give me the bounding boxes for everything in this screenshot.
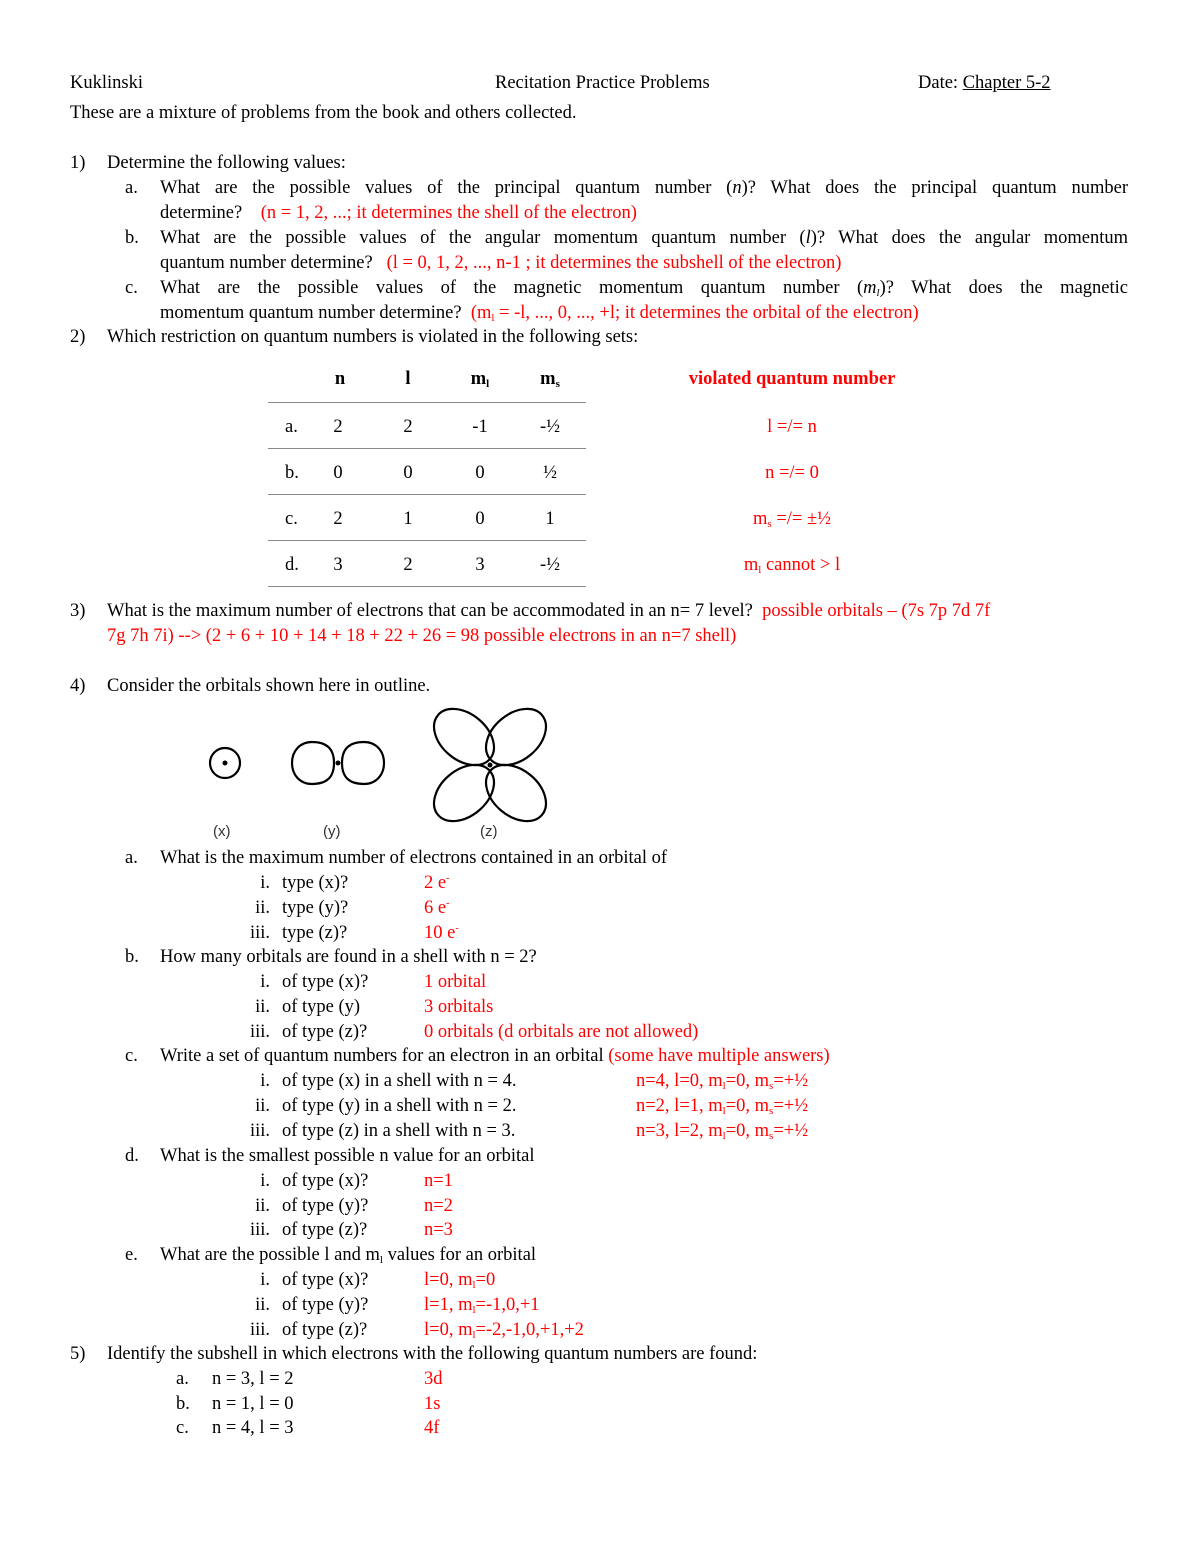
p-orbital-left-lobe [292,742,334,784]
cell-n: 3 [333,555,343,575]
cell-l: 2 [403,555,413,575]
cell-ml: 0 [475,463,485,483]
q1b-line2 [160,253,841,274]
date-value: Chapter 5-2 [962,73,1051,93]
q4b-i-num: i. [260,972,270,992]
q1c-line2-text: momentum quantum number determine? [160,303,462,323]
q4a-text: What is the maximum number of electrons contained in an orbital of [160,848,668,868]
table-rule [268,402,586,403]
cell-ms: 1 [545,509,555,529]
cell-ml: 0 [475,509,485,529]
q4c-ii-answer: n=2, l=1, $m_l=0$, $m_s=+\frac{1}{2}$ [636,1096,809,1117]
q4d-iii-num: iii. [249,1220,270,1240]
col-header-l: l [405,369,411,389]
q4c-iii-num: iii. [249,1121,270,1141]
q4b-ii-question: of type (y) [282,997,361,1017]
q4b-i-question: of type (x)? [282,972,369,992]
q5a-label: a. [176,1369,189,1389]
q3-number: 3) [70,601,86,621]
q4a-ii-question: type (y)? [282,898,349,918]
cell-violated: n =/= 0 [765,463,819,483]
q5c-label: c. [176,1418,189,1438]
table-row-label: d. [285,555,299,575]
q4d-label: d. [125,1146,139,1166]
q4a-i-question: type (x)? [282,873,349,893]
q4e-iii-num: iii. [249,1320,270,1340]
q4c-ii-question: of type (y) in a shell with n = 2. [282,1096,517,1116]
q4c-label: c. [125,1046,138,1066]
cell-ml: 3 [475,555,485,575]
table-row-label: a. [285,417,298,437]
fig-label-y: (y) [323,823,341,840]
q4b-iii-question: of type (z)? [282,1022,368,1042]
q4-number: 4) [70,676,86,696]
q4c-i-answer: n=4, l=0, $m_l=0$, $m_s=+\frac{1}{2}$ [636,1071,809,1092]
q4d-ii-answer: n=2 [424,1196,453,1216]
table-rule [268,494,586,495]
q2-number: 2) [70,327,86,347]
cell-ms: ½ [543,463,557,483]
q4c-text: Write a set of quantum numbers for an electron in an orbital [160,1046,604,1066]
q4e-ii-question: of type (y)? [282,1295,369,1315]
nucleus-dot [336,761,341,766]
cell-ms: -½ [539,417,561,437]
answer-text: 2 e [424,873,447,894]
q4b-iii-answer: 0 orbitals (d orbitals are not allowed) [424,1022,699,1042]
p-orbital-right-lobe [342,742,384,784]
q5a-answer: 3d [424,1369,443,1389]
cell-n: 2 [333,509,343,529]
d-orbital-lobe [475,700,557,776]
q4a-ii-answer: 6 e- [424,898,450,919]
document-title: Recitation Practice Problems [495,73,710,93]
q4c-ii-num: ii. [255,1096,270,1116]
q4a-iii-question: type (z)? [282,923,348,943]
q4e-ii-answer: l=1, $m_l=-1,0,+1$ [424,1295,540,1316]
d-orbital-lobe [423,754,505,833]
nucleus-dot [223,761,228,766]
q5c-question: n = 4, l = 3 [212,1418,294,1438]
q3-line1 [107,601,990,622]
col-header-ml: $m_l$ [470,369,490,390]
q1c-line2 [160,303,919,324]
q5-number: 5) [70,1344,86,1364]
q5b-question: n = 1, l = 0 [212,1394,294,1414]
q3-answer-1: possible orbitals – (7s 7p 7d 7f [762,601,991,621]
q4d-ii-question: of type (y)? [282,1196,369,1216]
q4a-i-num: i. [260,873,270,893]
table-row-label: b. [285,463,299,483]
table-rule [268,448,586,449]
q1-number: 1) [70,153,86,173]
q4b-iii-num: iii. [249,1022,270,1042]
date-line [918,73,1051,94]
q1b-line2-text: quantum number determine? [160,253,373,273]
intro-text: These are a mixture of problems from the book and others collected. [70,103,577,123]
q4a-iii-answer: 10 e- [424,923,459,944]
q5a-question: n = 3, l = 2 [212,1369,294,1389]
cell-l: 2 [403,417,413,437]
q1a-line2-text: determine? [160,203,243,223]
cell-violated: $m_l$ cannot > l [743,555,841,576]
q4c-iii-question: of type (z) in a shell with n = 3. [282,1121,516,1141]
table-rule [268,540,586,541]
q4e-i-question: of type (x)? [282,1270,369,1290]
d-orbital-lobe [475,754,557,833]
violated-header: violated quantum number [688,369,896,389]
date-label: Date: [918,73,959,93]
q4d-iii-question: of type (z)? [282,1220,368,1240]
cell-n: 0 [333,463,343,483]
table-row-label: c. [285,509,298,529]
q1a-answer: (n = 1, 2, ...; it determines the shell of the electron) [260,203,637,223]
q4b-ii-answer: 3 orbitals [424,997,494,1017]
cell-l: 0 [403,463,413,483]
q4e-i-num: i. [260,1270,270,1290]
q4a-ii-num: ii. [255,898,270,918]
q5b-label: b. [176,1394,190,1414]
q4d-i-num: i. [260,1171,270,1191]
cell-violated: l =/= n [767,417,817,437]
table-rule [268,586,586,587]
cell-ms: -½ [539,555,561,575]
q4-text: Consider the orbitals shown here in outline. [107,676,431,696]
q4b-i-answer: 1 orbital [424,972,487,992]
cell-n: 2 [333,417,343,437]
q3-text: What is the maximum number of electrons that can be accommodated in an n= 7 level? [107,601,753,621]
cell-l: 1 [403,509,413,529]
q4c-iii-answer: n=3, l=2, $m_l=0$, $m_s=+\frac{1}{2}$ [636,1121,809,1142]
orbital-figure [180,700,580,845]
nucleus-dot [488,763,493,768]
author-name: Kuklinski [70,73,143,93]
q1b-answer: (l = 0, 1, 2, ..., n-1 ; it determines the subshell of the electron) [386,253,842,273]
q4c-i-question: of type (x) in a shell with n = 4. [282,1071,517,1091]
q4d-i-question: of type (x)? [282,1171,369,1191]
d-orbital-lobe [423,700,505,776]
q1-text: Determine the following values: [107,153,346,173]
q4d-text: What is the smallest possible n value for an orbital [160,1146,535,1166]
cell-violated: $m_s$ =/= ±½ [753,509,831,530]
col-header-n: n [334,369,346,389]
q3-answer-2: 7g 7h 7i) --> (2 + 6 + 10 + 14 + 18 + 22 + 26 = 98 possible electrons in an n=7 shell) [107,626,737,646]
q4a-label: a. [125,848,138,868]
q1b-line1: What are the possible values of the angular momentum quantum number (l)? What does the angular momentum [160,228,1128,248]
q4e-text: What are the possible l and $m_l$ values for an orbital [160,1245,537,1266]
q4e-ii-num: ii. [255,1295,270,1315]
q4d-ii-num: ii. [255,1196,270,1216]
q4d-i-answer: n=1 [424,1171,453,1191]
q1a-line1: What are the possible values of the principal quantum number (n)? What does the principal quantum number [160,178,1128,198]
q2-text: Which restriction on quantum numbers is violated in the following sets: [107,327,639,347]
q4b-text: How many orbitals are found in a shell with n = 2? [160,947,537,967]
q4a-iii-num: iii. [249,923,270,943]
q4e-label: e. [125,1245,138,1265]
q4e-iii-question: of type (z)? [282,1320,368,1340]
q1c-label: c. [125,278,138,298]
answer-text: 10 e [424,923,456,944]
q4c-note: (some have multiple answers) [608,1046,830,1066]
col-header-ms: $m_s$ [540,369,560,390]
q4a-i-answer: 2 e- [424,873,450,894]
q5c-answer: 4f [424,1418,440,1438]
q4e-i-answer: l=0, $m_l=0$ [424,1270,496,1291]
fig-label-x: (x) [213,823,231,840]
q4c-i-num: i. [260,1071,270,1091]
fig-label-z: (z) [480,823,498,840]
q4d-iii-answer: n=3 [424,1220,453,1240]
q1a-label: a. [125,178,138,198]
q1c-answer: ($m_l = -l$, ..., 0, ..., +l; it determines the orbital of the electron) [470,303,919,324]
q4e-iii-answer: l=0, $m_l=-2,-1,0,+1,+2$ [424,1320,584,1341]
q4c-line [160,1046,830,1067]
q4b-label: b. [125,947,139,967]
q1b-label: b. [125,228,139,248]
q1c-line1: What are the possible values of the magnetic momentum quantum number $(m_l)$? What does the magnetic [160,278,1128,299]
answer-text: 6 e [424,898,447,919]
q5b-answer: 1s [424,1394,441,1414]
q5-text: Identify the subshell in which electrons with the following quantum numbers are found: [107,1344,758,1364]
q1a-line2 [160,203,637,224]
cell-ml: -1 [472,417,488,437]
q4b-ii-num: ii. [255,997,270,1017]
